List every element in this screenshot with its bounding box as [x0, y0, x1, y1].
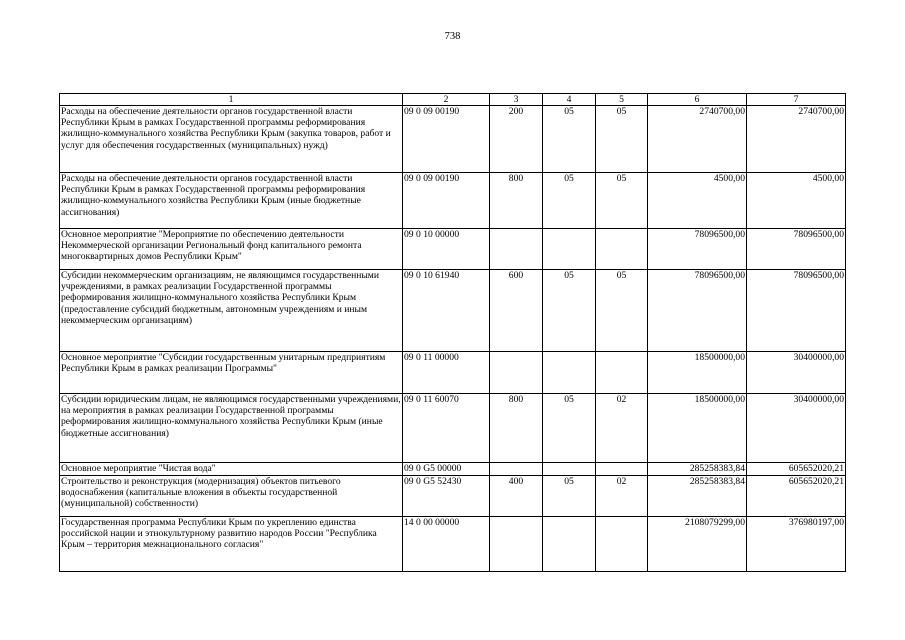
row-subsection: [596, 352, 648, 394]
row-amount-col7: 78096500,00: [747, 229, 846, 270]
row-section: [543, 229, 596, 270]
row-amount-col7: 605652020,21: [747, 476, 846, 517]
row-section: 05: [543, 106, 596, 173]
table-row: [60, 517, 846, 572]
row-section: 05: [543, 394, 596, 463]
column-header-1: 1: [60, 94, 403, 106]
row-amount-col7: 30400000,00: [747, 352, 846, 394]
row-description: Основное мероприятие "Субсидии государственным унитарным предприятиям Республики Крым в рамках реализации Программы": [60, 352, 403, 394]
row-section: 05: [543, 173, 596, 229]
table-row: [60, 229, 846, 270]
page-number: 738: [444, 31, 461, 42]
column-header-7: 7: [747, 94, 846, 106]
row-section: [543, 352, 596, 394]
budget-table: [59, 93, 846, 572]
row-description: Основное мероприятие "Чистая вода": [60, 463, 403, 476]
row-target-code: 09 0 11 00000: [403, 352, 490, 394]
row-subsection: 05: [596, 270, 648, 352]
column-header-5: 5: [596, 94, 648, 106]
table-header-row: [60, 94, 846, 106]
row-description: Строительство и реконструкция (модернизация) объектов питьевого водоснабжения (капитальные вложения в объекты государственной (муниципальной) собственности): [60, 476, 403, 517]
column-header-3: 3: [490, 94, 543, 106]
row-expense-type: 800: [490, 394, 543, 463]
row-target-code: 09 0 10 61940: [403, 270, 490, 352]
row-subsection: [596, 229, 648, 270]
row-amount-col6: 285258383,84: [648, 463, 747, 476]
row-amount-col6: 285258383,84: [648, 476, 747, 517]
table-row: [60, 270, 846, 352]
row-subsection: [596, 517, 648, 572]
row-description: Основное мероприятие "Мероприятие по обеспечению деятельности Некоммерческой организации Региональный фонд капитального ремонта многоквартирных домов Республики Крым": [60, 229, 403, 270]
row-section: 05: [543, 270, 596, 352]
row-target-code: 09 0 G5 52430: [403, 476, 490, 517]
row-subsection: 02: [596, 476, 648, 517]
row-expense-type: 400: [490, 476, 543, 517]
row-expense-type: [490, 463, 543, 476]
column-header-6: 6: [648, 94, 747, 106]
row-subsection: 05: [596, 106, 648, 173]
table-row: [60, 394, 846, 463]
row-amount-col7: 78096500,00: [747, 270, 846, 352]
row-section: [543, 517, 596, 572]
row-expense-type: [490, 229, 543, 270]
row-description: Субсидии юридическим лицам, не являющимся государственными учреждениями, на мероприятия в рамках реализации Государственной программы реформирования жилищно-коммунального хозяйства Республики Крым (иные бюджетные ассигнования): [60, 394, 403, 463]
row-target-code: 09 0 G5 00000: [403, 463, 490, 476]
row-amount-col6: 18500000,00: [648, 394, 747, 463]
row-amount-col6: 2108079299,00: [648, 517, 747, 572]
table-row: [60, 476, 846, 517]
row-amount-col7: 376980197,00: [747, 517, 846, 572]
column-header-4: 4: [543, 94, 596, 106]
row-expense-type: 600: [490, 270, 543, 352]
table-row: [60, 352, 846, 394]
row-description: Расходы на обеспечение деятельности органов государственной власти Республики Крым в рамках Государственной программы реформирования жилищно-коммунального хозяйства Республики Крым (закупка товаров, работ и услуг для обеспечения государственных (муниципальных) нужд): [60, 106, 403, 173]
row-subsection: [596, 463, 648, 476]
row-section: [543, 463, 596, 476]
row-expense-type: 800: [490, 173, 543, 229]
row-description: Государственная программа Республики Крым по укреплению единства российской нации и этнокультурному развитию народов России "Республика Крым – территория межнационального согласия": [60, 517, 403, 572]
row-section: 05: [543, 476, 596, 517]
row-subsection: 05: [596, 173, 648, 229]
row-target-code: 14 0 00 00000: [403, 517, 490, 572]
row-amount-col7: 2740700,00: [747, 106, 846, 173]
row-amount-col7: 4500,00: [747, 173, 846, 229]
row-subsection: 02: [596, 394, 648, 463]
row-amount-col6: 78096500,00: [648, 270, 747, 352]
table-row: [60, 173, 846, 229]
row-amount-col7: 605652020,21: [747, 463, 846, 476]
row-description: Расходы на обеспечение деятельности органов государственной власти Республики Крым в рамках Государственной программы реформирования жилищно-коммунального хозяйства Республики Крым (иные бюджетные ассигнования): [60, 173, 403, 229]
row-amount-col7: 30400000,00: [747, 394, 846, 463]
row-description: Субсидии некоммерческим организациям, не являющимся государственными учреждениями, в рамках реализации Государственной программы реформирования жилищно-коммунального хозяйства Республики Крым (предоставление субсидий бюджетным, автономным учреждениям и иным некоммерческим организациям): [60, 270, 403, 352]
table-row: [60, 463, 846, 476]
row-amount-col6: 18500000,00: [648, 352, 747, 394]
row-expense-type: [490, 352, 543, 394]
row-target-code: 09 0 11 60070: [403, 394, 490, 463]
row-amount-col6: 78096500,00: [648, 229, 747, 270]
row-expense-type: 200: [490, 106, 543, 173]
column-header-2: 2: [403, 94, 490, 106]
table-row: [60, 106, 846, 173]
row-target-code: 09 0 10 00000: [403, 229, 490, 270]
row-target-code: 09 0 09 00190: [403, 106, 490, 173]
row-amount-col6: 4500,00: [648, 173, 747, 229]
row-amount-col6: 2740700,00: [648, 106, 747, 173]
row-target-code: 09 0 09 00190: [403, 173, 490, 229]
row-expense-type: [490, 517, 543, 572]
